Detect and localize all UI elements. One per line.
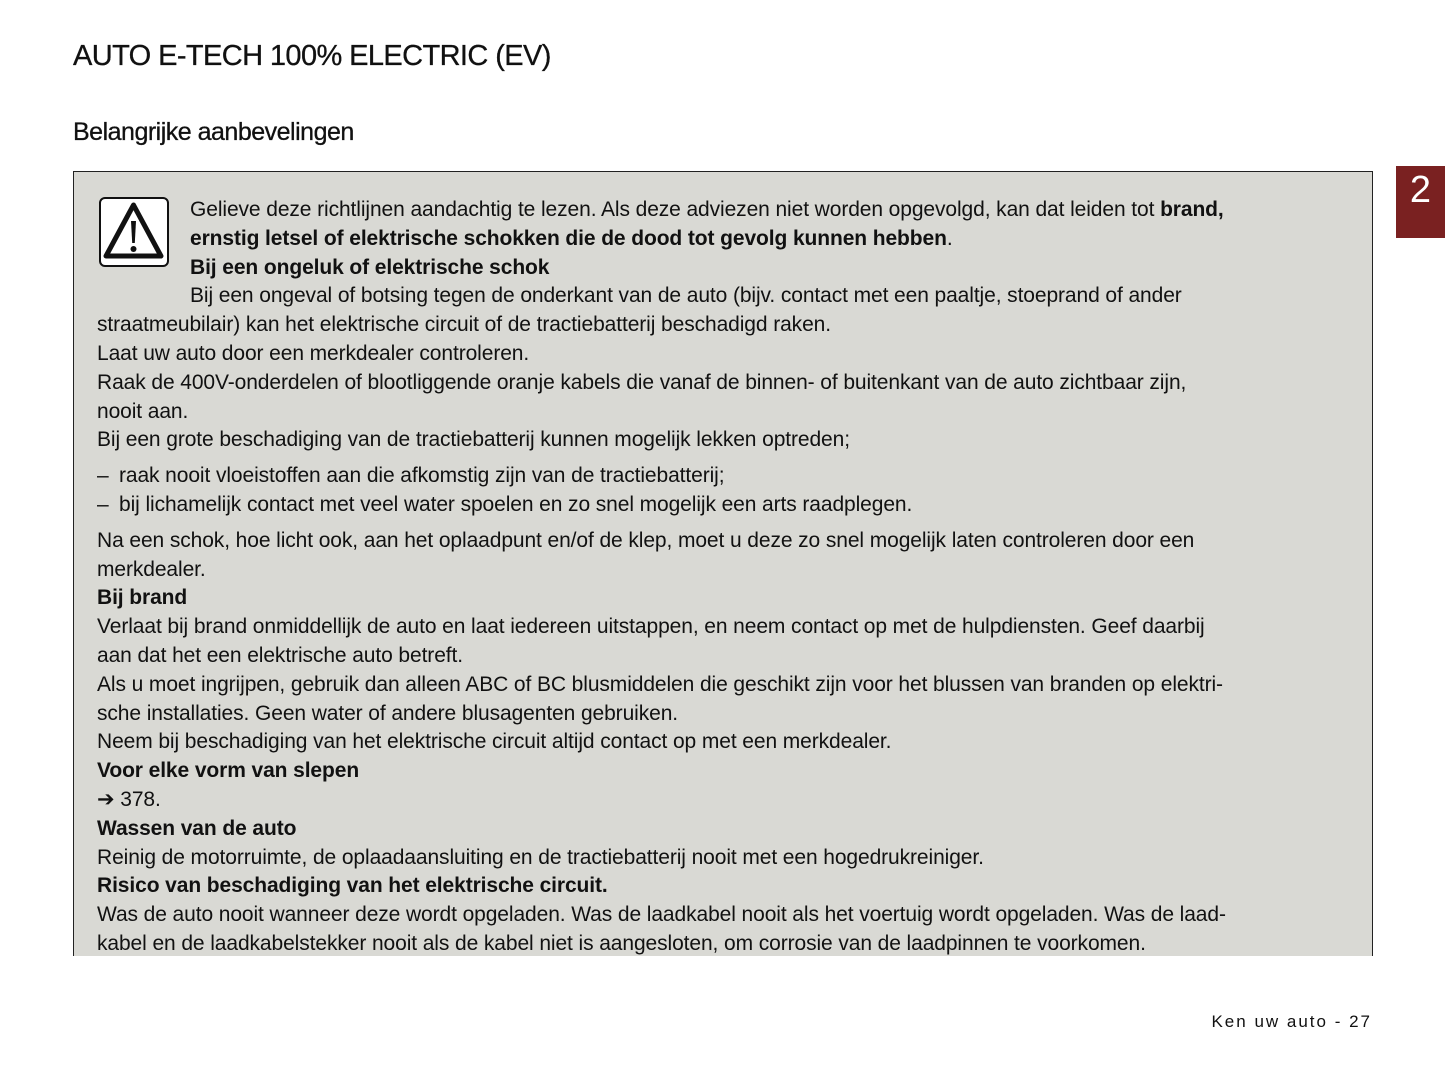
- list-marker: –: [97, 492, 109, 516]
- heading-risk: Risico van beschadiging van het elektrische circuit.: [97, 874, 608, 898]
- heading-towing: Voor elke vorm van slepen: [97, 759, 360, 783]
- warning-content: [97, 196, 1357, 959]
- paragraph-line: kabel en de laadkabelstekker nooit als de kabel niet is aangesloten, om corrosie van de laadpinnen te voorkomen.: [97, 931, 1146, 955]
- intro-end: .: [946, 226, 953, 250]
- list-item-text: raak nooit vloeistoffen aan die afkomstig zijn van de tractiebatterij;: [119, 464, 725, 488]
- intro-bold: ernstig letsel of elektrische schokken die de dood tot gevolg kunnen hebben: [190, 226, 947, 250]
- heading-accident: Bij een ongeluk of elektrische schok: [190, 255, 550, 279]
- paragraph-line: nooit aan.: [97, 399, 189, 423]
- heading-fire: Bij brand: [97, 586, 188, 610]
- paragraph-line: Raak de 400V-onderdelen of blootliggende oranje kabels die vanaf de binnen- of buitenkant van de auto zichtbaar zijn,: [97, 370, 1187, 394]
- chapter-tab: 2: [1396, 166, 1445, 238]
- arrow-right-icon: ➔: [97, 787, 115, 811]
- paragraph-line: Bij een grote beschadiging van de tractiebatterij kunnen mogelijk lekken optreden;: [97, 428, 850, 452]
- paragraph-line: Als u moet ingrijpen, gebruik dan alleen ABC of BC blusmiddelen die geschikt zijn voor het blussen van branden op elektri-: [97, 672, 1223, 696]
- paragraph-line: aan dat het een elektrische auto betreft.: [97, 643, 463, 667]
- page-reference-link[interactable]: [97, 786, 1357, 815]
- page-number: 378: [120, 787, 155, 811]
- paragraph-line: straatmeubilair) kan het elektrische circuit of de tractiebatterij beschadigd raken.: [97, 313, 831, 337]
- section-title: Belangrijke aanbevelingen: [73, 118, 354, 146]
- warning-box: [73, 171, 1373, 956]
- paragraph-line: merkdealer.: [97, 557, 206, 581]
- intro-text: Gelieve deze richtlijnen aandachtig te lezen. Als deze adviezen niet worden opgevolgd, kan dat leiden tot: [190, 198, 1161, 221]
- page-title: AUTO E-TECH 100% ELECTRIC (EV): [73, 40, 551, 72]
- paragraph-line: Bij een ongeval of botsing tegen de onderkant van de auto (bijv. contact met een paaltje, stoeprand of ander: [190, 284, 1182, 308]
- paragraph-line: sche installaties. Geen water of andere blusagenten gebruiken.: [97, 701, 679, 725]
- heading-washing: Wassen van de auto: [97, 816, 297, 840]
- period: .: [155, 787, 161, 811]
- paragraph-line: Reinig de motorruimte, de oplaadaansluiting en de tractiebatterij nooit met een hogedrukreiniger.: [97, 845, 984, 869]
- intro-bold: brand,: [1160, 198, 1224, 221]
- list-item-text: bij lichamelijk contact met veel water spoelen en zo snel mogelijk een arts raadplegen.: [119, 492, 913, 516]
- paragraph-line: Verlaat bij brand onmiddellijk de auto en laat iedereen uitstappen, en neem contact op met de hulpdiensten. Geef daarbij: [97, 615, 1205, 639]
- list-item: [97, 462, 1357, 491]
- list-marker: –: [97, 464, 109, 488]
- paragraph-line: Laat uw auto door een merkdealer controleren.: [97, 341, 530, 365]
- paragraph-line: Was de auto nooit wanneer deze wordt opgeladen. Was de laadkabel nooit als het voertuig wordt opgeladen. Was de laad-: [97, 903, 1226, 927]
- list-item: [97, 491, 1357, 520]
- page-footer: Ken uw auto - 27: [1211, 1012, 1372, 1031]
- paragraph-line: Na een schok, hoe licht ook, aan het oplaadpunt en/of de klep, moet u deze zo snel mogelijk laten controleren door een: [97, 528, 1195, 552]
- paragraph-line: Neem bij beschadiging van het elektrische circuit altijd contact op met een merkdealer.: [97, 730, 892, 754]
